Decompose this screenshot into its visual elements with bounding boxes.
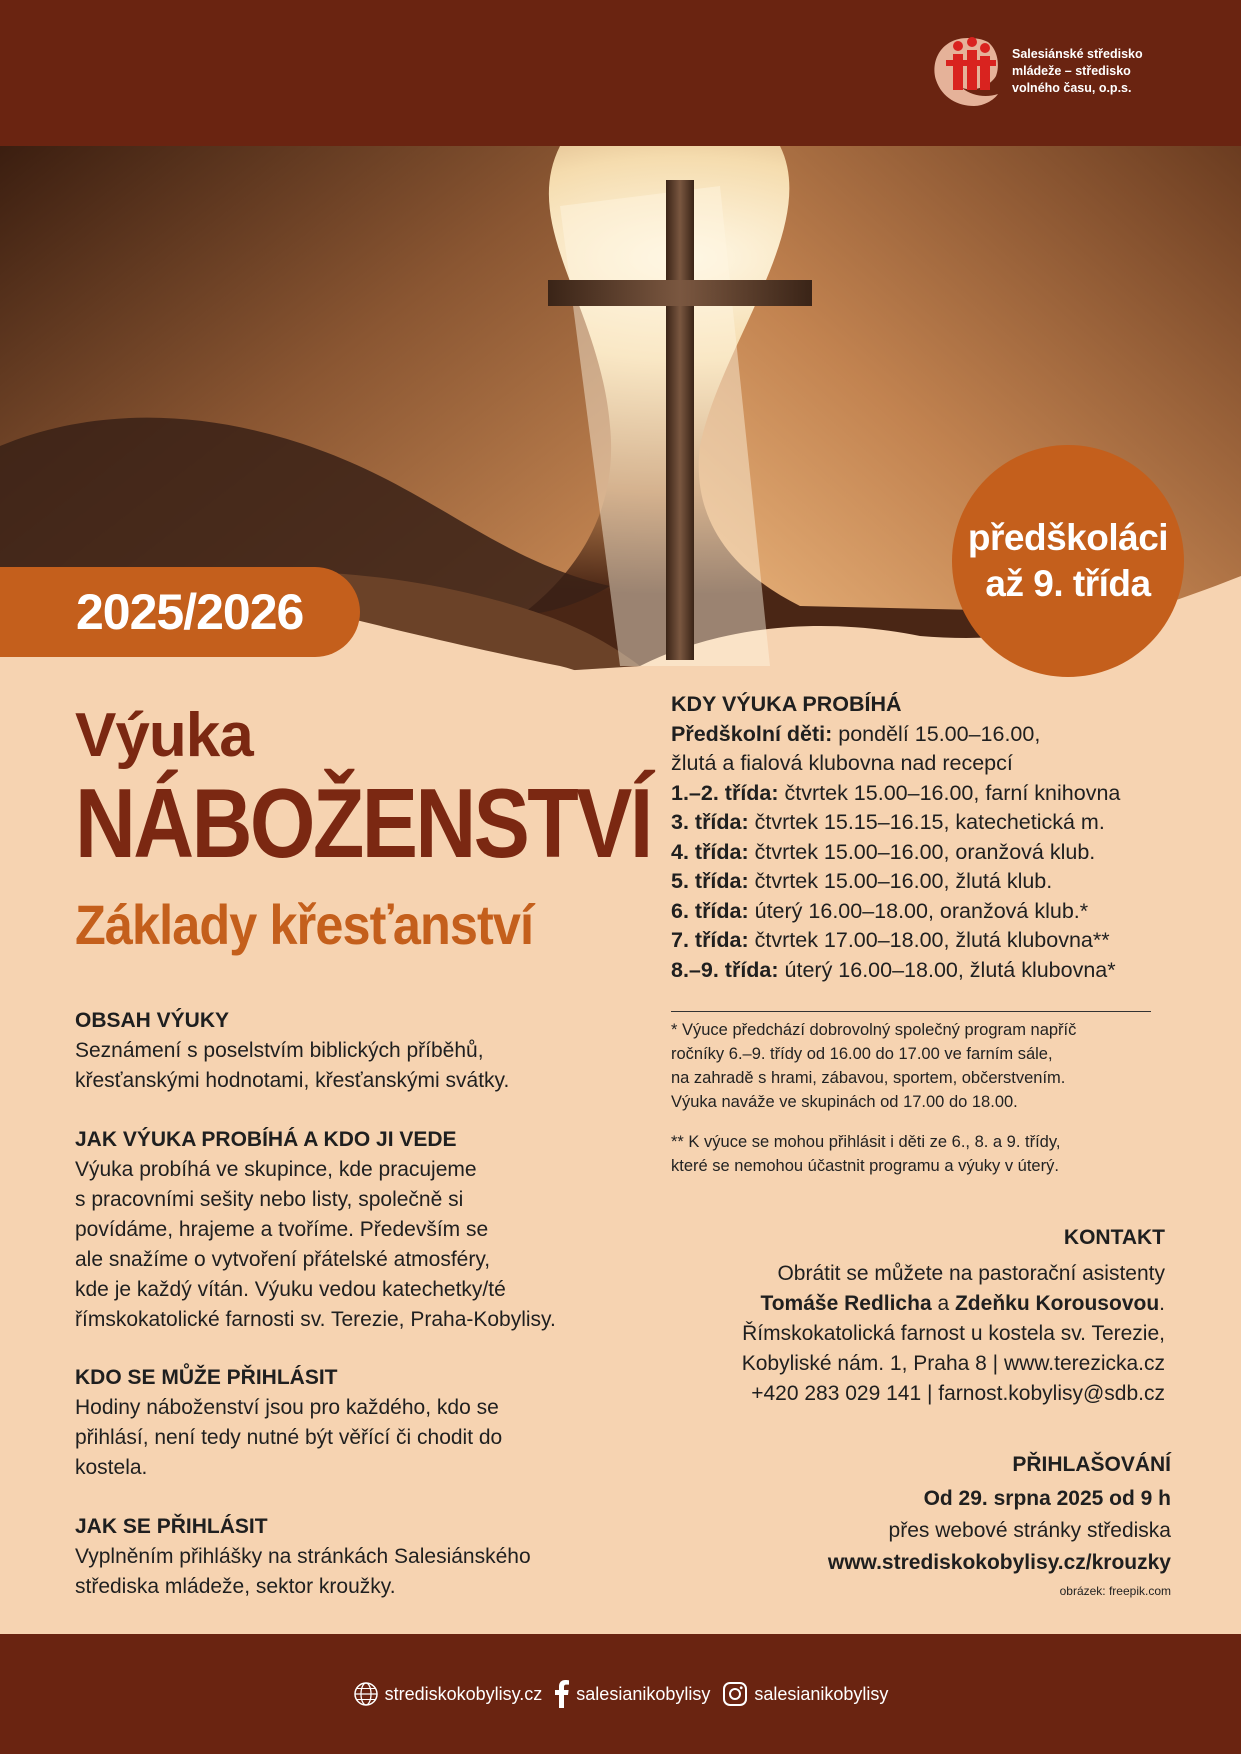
contact-name-2: Zdeňku Korousovou — [954, 1292, 1160, 1315]
section-heading: JAK SE PŘIHLÁSIT — [75, 1515, 268, 1538]
salesian-logo-icon — [928, 32, 1008, 112]
section-line: Seznámení s poselstvím biblických příběhů, — [75, 1039, 484, 1062]
footnote-line: Výuka naváže ve skupinách od 17.00 do 18.00. — [671, 1093, 1018, 1111]
contact-section — [605, 1223, 1165, 1409]
section-heading: KDO SE MŮŽE PŘIHLÁSIT — [75, 1366, 338, 1389]
contact-dot: . — [1159, 1292, 1165, 1315]
contact-phone-email[interactable]: +420 283 029 141 | farnost.kobylisy@sdb.cz — [751, 1382, 1165, 1405]
divider — [671, 1011, 1151, 1012]
registration-url[interactable]: www.strediskokobylisy.cz/krouzky — [827, 1551, 1171, 1574]
header-bar — [0, 0, 1241, 146]
section-jak-vyuka-probiha — [75, 1125, 615, 1335]
organization-logo[interactable] — [928, 32, 1188, 112]
footnote-1 — [671, 1018, 1171, 1114]
schedule-label: Předškolní děti: — [671, 721, 833, 746]
schedule-heading: KDY VÝUKA PROBÍHÁ — [671, 692, 902, 716]
schedule-label: 4. třída: — [671, 839, 749, 864]
registration-date: Od 29. srpna 2025 od 9 h — [923, 1487, 1171, 1510]
schedule-time: čtvrtek 17.00–18.00, žlutá klubovna** — [748, 928, 1110, 952]
footnote-line: ročníky 6.–9. třídy od 16.00 do 17.00 ve farním sále, — [671, 1045, 1053, 1063]
section-line: Výuka probíhá ve skupince, kde pracujeme — [75, 1158, 477, 1181]
schedule-row — [671, 749, 1191, 779]
footer-web-link[interactable] — [353, 1681, 543, 1707]
schedule-time: čtvrtek 15.00–16.00, farní knihovna — [778, 780, 1121, 805]
section-line: kostela. — [75, 1456, 148, 1479]
schedule-row — [671, 808, 1191, 838]
contact-conjunction: a — [931, 1292, 955, 1315]
facebook-icon — [554, 1680, 570, 1708]
instagram-icon — [722, 1681, 748, 1707]
registration-heading: PŘIHLAŠOVÁNÍ — [1012, 1453, 1171, 1476]
grade-range-line-1: předškoláci — [967, 517, 1169, 558]
footnote-line: které se nemohou účastnit programu a výuky v úterý. — [671, 1157, 1059, 1175]
schedule-row — [671, 867, 1191, 897]
section-line: římskokatolické farnosti sv. Terezie, Praha-Kobylisy. — [75, 1308, 556, 1331]
section-line: s pracovními sešity nebo listy, společně si — [75, 1188, 464, 1211]
section-line: ale snažíme o vytvoření přátelské atmosféry, — [75, 1248, 491, 1271]
section-kdo-se-muze-prihlasit — [75, 1363, 615, 1483]
footnote-line: ** K výuce se mohou přihlásit i děti ze 6., 8. a 9. třídy, — [671, 1133, 1061, 1151]
section-heading: JAK VÝUKA PROBÍHÁ A KDO JI VEDE — [75, 1128, 457, 1151]
schedule-row — [671, 720, 1191, 750]
footnote-line: na zahradě s hrami, zábavou, sportem, občerstvením. — [671, 1069, 1066, 1087]
schedule-row — [671, 838, 1191, 868]
logo-line-1: Salesiánské středisko — [1012, 47, 1143, 61]
section-line: povídáme, hrajeme a tvoříme. Především se — [75, 1218, 489, 1241]
schedule-time: žlutá a fialová klubovna nad recepcí — [671, 751, 1013, 775]
schedule-label: 6. třída: — [671, 898, 749, 923]
footer-links — [0, 1634, 1241, 1754]
section-line: střediska mládeže, sektor kroužky. — [75, 1575, 396, 1598]
schedule-label: 7. třída: — [671, 928, 749, 952]
page-subtitle: Základy křesťanství — [75, 893, 534, 956]
title-line-1: Výuka — [75, 701, 253, 770]
footer-facebook-link[interactable] — [554, 1680, 710, 1708]
contact-heading: KONTAKT — [1063, 1226, 1165, 1249]
schedule-label: 5. třída: — [671, 869, 749, 893]
schedule-time: pondělí 15.00–16.00, — [832, 721, 1041, 746]
footnote-line: * Výuce předchází dobrovolný společný program napříč — [671, 1021, 1077, 1039]
footer-instagram-link[interactable] — [722, 1681, 888, 1707]
section-line: Vyplněním přihlášky na stránkách Salesiánského — [75, 1545, 531, 1568]
schedule-row — [671, 897, 1191, 927]
schedule — [671, 690, 1191, 985]
schedule-time: úterý 16.00–18.00, žlutá klubovna* — [778, 957, 1116, 982]
section-heading: OBSAH VÝUKY — [75, 1009, 230, 1032]
footer-bar — [0, 1634, 1241, 1754]
grade-range-badge — [952, 445, 1184, 677]
school-year-badge: 2025/2026 — [0, 567, 360, 657]
section-line: Hodiny náboženství jsou pro každého, kdo se — [75, 1396, 499, 1419]
organization-name — [1012, 46, 1202, 97]
schedule-row — [671, 956, 1191, 986]
section-jak-se-prihlasit — [75, 1512, 615, 1602]
footnote-2 — [671, 1130, 1171, 1178]
schedule-label: 3. třída: — [671, 810, 749, 834]
schedule-time: čtvrtek 15.00–16.00, žlutá klub. — [748, 869, 1053, 893]
schedule-time: čtvrtek 15.00–16.00, oranžová klub. — [748, 839, 1096, 864]
registration-section — [611, 1449, 1171, 1579]
section-obsah-vyuky — [75, 1006, 615, 1096]
registration-line: přes webové stránky střediska — [888, 1519, 1171, 1542]
contact-address[interactable]: Kobyliské nám. 1, Praha 8 | www.terezicka.cz — [741, 1352, 1165, 1375]
grade-range-line-2: až 9. třída — [985, 563, 1151, 604]
page-title: NÁBOŽENSTVÍ — [75, 768, 651, 878]
schedule-time: čtvrtek 15.15–16.15, katechetická m. — [748, 810, 1105, 834]
globe-icon — [353, 1681, 379, 1707]
schedule-time: úterý 16.00–18.00, oranžová klub.* — [748, 898, 1089, 923]
section-line: přihlásí, není tedy nutné být věřící či chodit do — [75, 1426, 503, 1449]
contact-names — [605, 1289, 1165, 1319]
footer-instagram-text: salesianikobylisy — [754, 1683, 889, 1704]
footer-facebook-text: salesianikobylisy — [576, 1683, 711, 1704]
schedule-row — [671, 926, 1191, 956]
schedule-label: 1.–2. třída: — [671, 780, 779, 805]
contact-name-1: Tomáše Redlicha — [760, 1292, 932, 1315]
image-credit: obrázek: freepik.com — [1059, 1584, 1171, 1598]
schedule-row — [671, 779, 1191, 809]
contact-line: Obrátit se můžete na pastorační asistenty — [777, 1262, 1165, 1285]
contact-line: Římskokatolická farnost u kostela sv. Terezie, — [742, 1322, 1165, 1345]
logo-line-2: mládeže – středisko — [1012, 64, 1131, 78]
section-line: křesťanskými hodnotami, křesťanskými svátky. — [75, 1069, 510, 1092]
logo-line-3: volného času, o.p.s. — [1012, 81, 1132, 95]
footer-web-text: strediskokobylisy.cz — [384, 1683, 543, 1704]
schedule-label: 8.–9. třída: — [671, 957, 779, 982]
section-line: kde je každý vítán. Výuku vedou katechetky/té — [75, 1278, 506, 1301]
